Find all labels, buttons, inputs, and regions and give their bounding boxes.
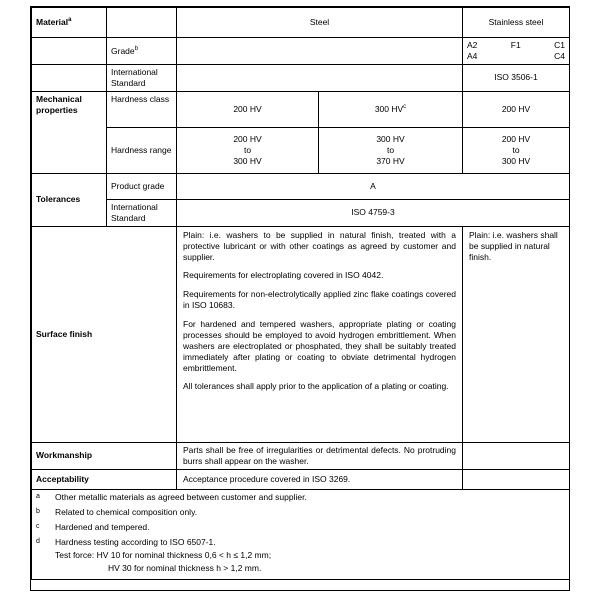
footnote-d-test-force: Test force: HV 10 for nominal thickness 0,6 < h ≤ 1,2 mm; — [55, 549, 272, 560]
footnote-text-b: Related to chemical composition only. — [55, 506, 198, 517]
surface-paragraph: Requirements for non-electrolytically applied zinc flake coatings covered in ISO 10683. — [183, 289, 456, 311]
empty-cell — [177, 38, 463, 65]
tolerance-intl-standard-label: International Standard — [107, 199, 177, 226]
workmanship-text: Parts shall be free of irregularities or detrimental defects. No protruding burrs shall appear on the washer. — [177, 442, 463, 469]
iso-4759-3-cell: ISO 4759-3 — [177, 199, 570, 226]
row-header-acceptability: Acceptability — [32, 469, 177, 489]
empty-cell — [107, 8, 177, 38]
grade-label-cell — [107, 38, 177, 65]
empty-cell — [463, 469, 570, 489]
footnote-c — [36, 522, 565, 533]
acceptability-text: Acceptance procedure covered in ISO 3269. — [177, 469, 463, 489]
footnote-text-c: Hardened and tempered. — [55, 521, 150, 532]
table-row — [32, 8, 570, 38]
grade-label: Grade — [111, 45, 135, 56]
surface-paragraph: Plain: i.e. washers to be supplied in natural finish, treated with a protective lubricant or with other coatings as agreed by customer and supplier. — [183, 229, 456, 262]
empty-cell — [463, 442, 570, 469]
footnote-ref-c: c — [403, 103, 407, 110]
material-label: Material — [36, 17, 69, 28]
surface-finish-steel-cell — [177, 226, 463, 442]
hardness-class-steel-b-value: 300 HV — [374, 103, 404, 114]
grade-f1: F1 — [510, 40, 521, 50]
range-to: to — [512, 144, 520, 155]
range-to: to — [243, 144, 252, 155]
table-row — [32, 91, 570, 127]
footnote-mark-d: d — [36, 537, 40, 545]
row-header-tolerances: Tolerances — [32, 173, 107, 226]
footnote-d — [36, 537, 565, 548]
grade-c1: C1 — [554, 40, 565, 50]
footnote-mark-b: b — [36, 507, 40, 515]
hardness-class-label: Hardness class — [107, 91, 177, 127]
row-header-mechanical: Mechanical properties — [32, 91, 107, 173]
table-row — [32, 199, 570, 226]
iso-3506-1-cell: ISO 3506-1 — [463, 65, 570, 92]
range-high: 300 HV — [501, 155, 531, 166]
row-header-material — [32, 8, 107, 38]
intl-standard-label: International Standard — [107, 65, 177, 92]
steel-header: Steel — [177, 8, 463, 38]
table-row — [32, 127, 570, 173]
surface-paragraph: Requirements for electroplating covered in ISO 4042. — [183, 270, 384, 281]
range-low: 200 HV — [501, 133, 531, 144]
range-high: 370 HV — [376, 155, 405, 166]
hardness-range-steel-b — [319, 127, 463, 173]
footnote-text-a: Other metallic materials as agreed between customer and supplier. — [55, 491, 307, 502]
surface-paragraph: For hardened and tempered washers, appropriate plating or coating processes should be employed to avoid hydrogen embrittlement. When washers are electroplated or phosphated, they shall be suitably treated immediately after plating or coating to obviate detrimental hydrogen embrittlement. — [183, 319, 456, 373]
product-grade-value: A — [177, 173, 570, 199]
footnote-ref-a: a — [68, 17, 72, 24]
surface-paragraph: All tolerances shall apply prior to the application of a plating or coating. — [183, 381, 449, 392]
hardness-range-steel-a — [177, 127, 319, 173]
hardness-range-label: Hardness range — [111, 144, 172, 155]
footnotes — [32, 489, 570, 579]
grade-a2: A2 — [467, 40, 478, 50]
stainless-steel-header: Stainless steel — [463, 8, 570, 38]
table-row — [32, 226, 570, 442]
empty-cell — [32, 65, 107, 92]
row-header-surface-finish: Surface finish — [32, 226, 177, 442]
table-row — [32, 469, 570, 489]
table-row — [32, 38, 570, 65]
footnote-a — [36, 492, 565, 503]
standard-table-page — [30, 6, 570, 591]
empty-cell — [32, 38, 107, 65]
range-low: 200 HV — [233, 133, 262, 144]
specification-table — [31, 7, 570, 580]
footnote-text-d: Hardness testing according to ISO 6507-1. — [55, 536, 216, 547]
range-low: 300 HV — [376, 133, 405, 144]
hardness-range-stainless — [463, 127, 570, 173]
product-grade-label: Product grade — [107, 173, 177, 199]
footnote-b — [36, 507, 565, 518]
table-row — [32, 173, 570, 199]
empty-cell — [177, 65, 463, 92]
hardness-class-steel-b — [319, 91, 463, 127]
hardness-range-label-cell — [107, 127, 177, 173]
table-row — [32, 65, 570, 92]
grade-values-row — [467, 40, 565, 51]
table-row — [32, 442, 570, 469]
surface-finish-stainless-cell: Plain: i.e. washers shall be supplied in natural finish. — [463, 226, 570, 442]
hardness-class-steel-a: 200 HV — [177, 91, 319, 127]
stainless-grades-cell — [463, 38, 570, 65]
range-high: 300 HV — [233, 155, 262, 166]
hardness-class-stainless: 200 HV — [463, 91, 570, 127]
footnote-mark-a: a — [36, 492, 40, 500]
footnote-ref-b: b — [134, 45, 138, 52]
footnote-mark-c: c — [36, 522, 40, 530]
row-header-workmanship: Workmanship — [32, 442, 177, 469]
grade-values-row — [467, 51, 565, 62]
grade-c4: C4 — [554, 50, 565, 61]
table-row — [32, 489, 570, 579]
footnote-d-test-force-2: HV 30 for nominal thickness h > 1,2 mm. — [108, 562, 262, 573]
grade-a4: A4 — [467, 50, 478, 61]
range-to: to — [386, 144, 395, 155]
